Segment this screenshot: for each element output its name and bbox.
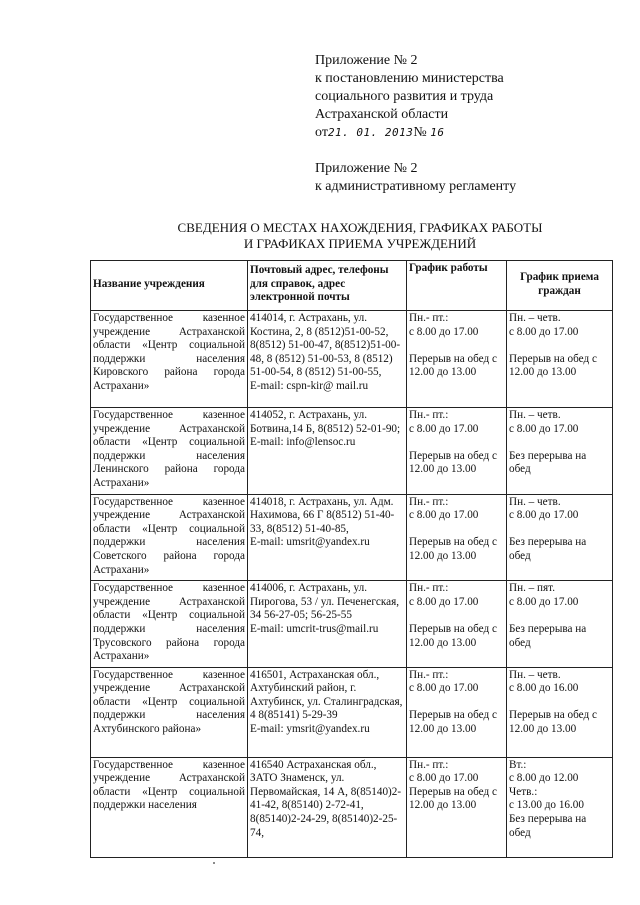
institution-address: 416501, Астраханская обл., Ахтубинский район, г. Ахтубинск, ул. Сталинградская, 4 8(85141) 5-29-39 E-mail: ymsrit@yandex.ru: [248, 667, 407, 757]
table-row: [91, 757, 613, 857]
header-address: Почтовый адрес, телефоны для справок, адрес электронной почты: [248, 261, 407, 311]
date-prefix: от: [315, 125, 328, 140]
work-schedule: Пн.- пт.: с 8.00 до 17.00 Перерыв на обед с 12.00 до 13.00: [407, 667, 507, 757]
institution-name: Государственное казенное учреждение Астраханской области «Центр социальной поддержки населения Советского района города Астрахани»: [91, 494, 248, 581]
table-row: [91, 667, 613, 757]
reception-schedule: Пн. – четв. с 8.00 до 16.00 Перерыв на обед с 12.00 до 13.00: [507, 667, 613, 757]
table-row: [91, 581, 613, 668]
header-name: Название учреждения: [91, 261, 248, 311]
institution-address: 414014, г. Астрахань, ул. Костина, 2, 8 (8512)51-00-52, 8(8512) 51-00-47, 8(8512)51-00-48, 8 (8512) 51-00-53, 8 (8512) 51-00-54, 8 (8512) 51-00-55, E-mail: cspn-kir@ mail.ru: [248, 311, 407, 408]
appendix-block-1: [315, 52, 615, 196]
appendix-line: социального развития и труда: [315, 89, 494, 104]
work-schedule: Пн.- пт.: с 8.00 до 17.00 Перерыв на обед с 12.00 до 13.00: [407, 494, 507, 581]
reception-schedule: Пн. – четв. с 8.00 до 17.00 Перерыв на обед с 12.00 до 13.00: [507, 311, 613, 408]
table-row: [91, 311, 613, 408]
institution-name: Государственное казенное учреждение Астраханской области «Центр социальной поддержки населения Кировского района города Астрахани»: [91, 311, 248, 408]
email-link[interactable]: E-mail: cspn-kir@ mail.ru: [250, 379, 369, 392]
header-work: График работы: [407, 261, 507, 311]
document-heading: [90, 220, 630, 252]
work-schedule: Пн.- пт.: с 8.00 до 17.00 Перерыв на обед с 12.00 до 13.00: [407, 408, 507, 495]
handwritten-number: 16: [430, 126, 445, 139]
institutions-table: [90, 260, 613, 858]
institution-name: Государственное казенное учреждение Астраханской области «Центр социальной поддержки населения Трусовского района города Астрахани»: [91, 581, 248, 668]
appendix-line: к административному регламенту: [315, 179, 517, 194]
work-schedule: Пн.- пт.: с 8.00 до 17.00 Перерыв на обед с 12.00 до 13.00: [407, 757, 507, 857]
email-link[interactable]: E-mail: info@lensoc.ru: [250, 436, 356, 449]
email-link[interactable]: E-mail: ymsrit@yandex.ru: [250, 723, 370, 736]
heading-line: СВЕДЕНИЯ О МЕСТАХ НАХОЖДЕНИЯ, ГРАФИКАХ РАБОТЫ: [177, 220, 543, 235]
institution-name: Государственное казенное учреждение Астраханской области «Центр социальной поддержки населения Ленинского района города Астрахани»: [91, 408, 248, 495]
appendix-line: к постановлению министерства: [315, 71, 504, 86]
appendix-line: Астраханской области: [315, 107, 449, 122]
work-schedule: Пн.- пт.: с 8.00 до 17.00 Перерыв на обед с 12.00 до 13.00: [407, 311, 507, 408]
email-link[interactable]: E-mail: umcrit-trus@mail.ru: [250, 622, 379, 635]
appendix-title: Приложение № 2: [315, 161, 418, 176]
table-header-row: [91, 261, 613, 311]
reception-schedule: Пн. – четв. с 8.00 до 17.00 Без перерыва на обед: [507, 408, 613, 495]
table-row: [91, 494, 613, 581]
reception-schedule: Пн. – четв. с 8.00 до 17.00 Без перерыва на обед: [507, 494, 613, 581]
institution-address: 414052, г. Астрахань, ул. Ботвина,14 Б, 8(8512) 52-01-90; E-mail: info@lensoc.ru: [248, 408, 407, 495]
scan-speck: [213, 862, 215, 864]
handwritten-date: 21. 01. 2013: [327, 126, 414, 139]
email-link[interactable]: E-mail: umsrit@yandex.ru: [250, 536, 370, 549]
institution-address: 414006, г. Астрахань, ул. Пирогова, 53 / ул. Печенегская, 34 56-27-05; 56-25-55 E-mail: umcrit-trus@mail.ru: [248, 581, 407, 668]
number-prefix: №: [413, 125, 427, 140]
reception-schedule: Вт.: с 8.00 до 12.00 Четв.: с 13.00 до 16.00 Без перерыва на обед: [507, 757, 613, 857]
header-reception: График приема граждан: [507, 261, 613, 311]
table-row: [91, 408, 613, 495]
work-schedule: Пн.- пт.: с 8.00 до 17.00 Перерыв на обед с 12.00 до 13.00: [407, 581, 507, 668]
institution-name: Государственное казенное учреждение Астраханской области «Центр социальной поддержки населения: [91, 757, 248, 857]
heading-line: И ГРАФИКАХ ПРИЕМА УЧРЕЖДЕНИЙ: [243, 236, 477, 251]
institution-name: Государственное казенное учреждение Астраханской области «Центр социальной поддержки населения Ахтубинского района»: [91, 667, 248, 757]
institution-address: 414018, г. Астрахань, ул. Адм. Нахимова, 66 Г 8(8512) 51-40-33, 8(8512) 51-40-85, E-mail: umsrit@yandex.ru: [248, 494, 407, 581]
appendix-date-line: [315, 124, 615, 142]
institution-address: 416540 Астраханская обл., ЗАТО Знаменск, ул. Первомайская, 14 А, 8(85140)2-41-42, 8(85140) 2-72-41, 8(85140)2-24-29, 8(85140)2-25-74,: [248, 757, 407, 857]
appendix-title: Приложение № 2: [315, 53, 418, 68]
reception-schedule: Пн. – пят. с 8.00 до 17.00 Без перерыва на обед: [507, 581, 613, 668]
